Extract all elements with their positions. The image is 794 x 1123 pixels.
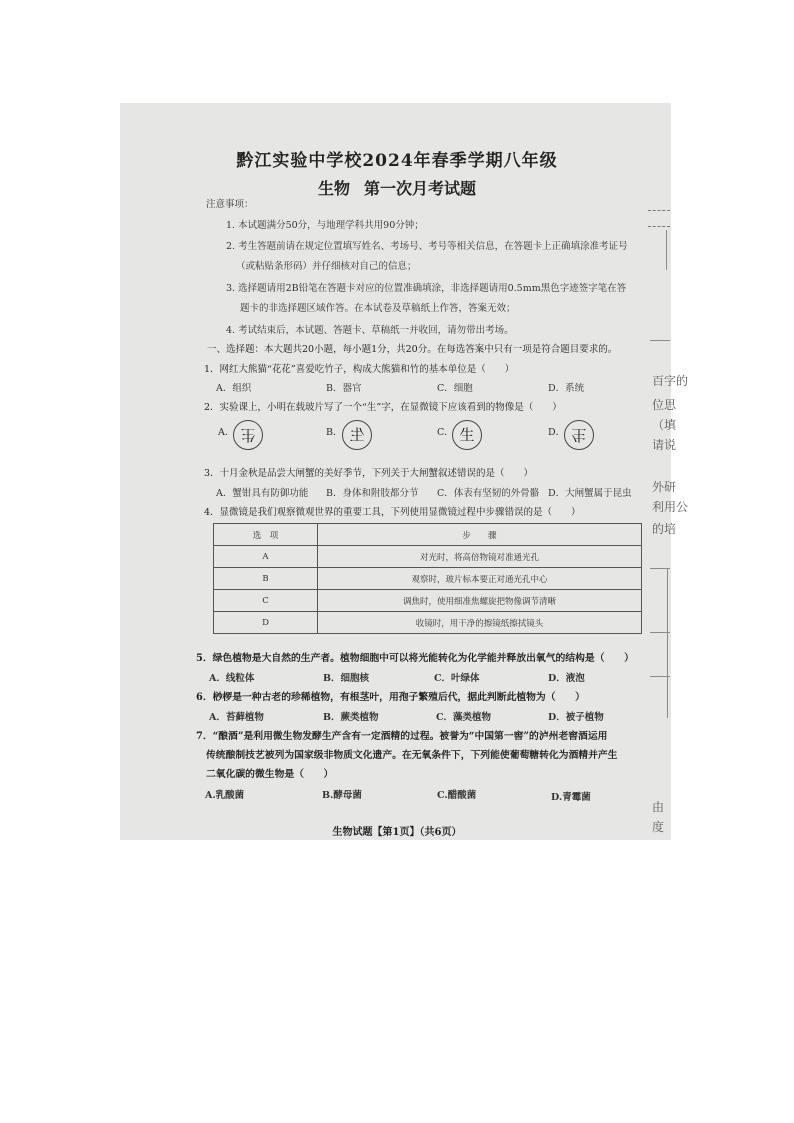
edge-text: 百字的 [652,374,689,388]
table-header-row [214,524,642,546]
note-item: 2. 考生答题前请在规定位置填写姓名、考场号、考号等相关信息，在答题卡上正确填涂准考证号 [226,241,628,252]
edge-text: 利用公 [652,500,689,514]
dashed-line [648,210,670,211]
option: A.乳酸菌 [205,790,245,801]
question-1: 1．网红大熊猫“花花”喜爱吃竹子，构成大熊猫和竹的基本单位是（ ） [204,364,515,375]
option-label: C． [437,427,454,438]
option: D．被子植物 [548,712,604,723]
character-circle: 生 [452,420,482,450]
table-cell: 调焦时，使用细准焦螺旋把物像调节清晰 [318,590,642,612]
option: D．大闸蟹属于昆虫 [548,488,632,499]
option: C．细胞 [437,383,473,394]
option-label: B． [326,427,343,438]
note-item: （或粘贴条形码）并仔细核对自己的信息； [236,261,417,272]
option: B.酵母菌 [322,790,362,801]
option: B．身体和附肢都分节 [326,488,419,499]
question-7-line: 传统酿制技艺被列为国家级非物质文化遗产。在无氧条件下，下列能使葡萄糖转化为酒精并产生 [206,750,618,761]
note-item: 3. 选择题请用2B铅笔在答题卡对应的位置准确填涂，非选择题请用0.5mm黑色字迹签字笔在答 [226,283,627,294]
table-row [214,612,642,634]
edge-text: 由 [652,800,665,814]
section-heading: 一、选择题：本大题共20小题，每小题1分，共20分。在每选答案中只有一项是符合题目要求的。 [207,344,618,355]
mirrored-character-circle: 生 [564,420,594,450]
page-footer: 生物试题【第1页】（共6页） [332,827,462,838]
edge-border [650,340,670,341]
option: A．组织 [216,383,252,394]
option: A．苔藓植物 [209,712,264,723]
exam-title: 黔江实验中学校2024年春季学期八年级 [236,151,558,171]
question-5: 5．绿色植物是大自然的生产者。植物细胞中可以将光能转化为化学能并释放出氧气的结构是（ ） [196,653,634,664]
option: C．叶绿体 [434,673,480,684]
edge-text: 外研 [652,480,677,494]
table-cell: 观察时，玻片标本要正对通光孔中心 [318,568,642,590]
edge-border [667,568,668,718]
option: D．液泡 [548,673,585,684]
note-item: 1. 本试题满分50分，与地理学科共用90分钟； [226,220,424,231]
table-header: 选 项 [214,524,318,546]
edge-text: 请说 [652,438,677,452]
microscope-steps-table [213,523,642,634]
exam-subtitle [0,176,794,199]
table-cell: 对光时，将高倍物镜对准通光孔 [318,546,642,568]
option: B．器官 [326,383,362,394]
option: C．藻类植物 [436,712,492,723]
question-6: 6．桫椤是一种古老的珍稀植物，有根茎叶，用孢子繁殖后代，据此判断此植物为（ ） [196,692,585,703]
question-7-line: 二氧化碳的微生物是（ ） [206,769,334,780]
table-cell: A [214,546,318,568]
table-header: 步 骤 [318,524,642,546]
exam-name: 第一次月考试题 [364,179,477,198]
notes-heading: 注意事项： [206,199,254,210]
table-cell: C [214,590,318,612]
option: A．线粒体 [209,673,255,684]
option: B．细胞核 [323,673,370,684]
edge-border [666,230,667,270]
option: A．蟹钳具有防御功能 [216,488,309,499]
option: D.青霉菌 [551,792,591,803]
option: D．系统 [548,383,585,394]
note-item: 4. 考试结束后，本试题、答题卡、草稿纸一并收回，请勿带出考场。 [226,325,514,336]
option-label: D． [548,427,566,438]
edge-text: 位思 [652,398,677,412]
dashed-line [648,226,670,227]
option: B．蕨类植物 [323,712,379,723]
question-7: 7．“酿酒”是利用微生物发酵生产含有一定酒精的过程。被誉为“中国第一窖”的泸州老窖酒运用 [196,731,608,742]
mirrored-character-circle: 生 [342,420,372,450]
mirrored-character-circle: 生 [233,420,263,450]
table-cell: D [214,612,318,634]
option: C.醋酸菌 [437,790,477,801]
table-cell: 收镜时，用干净的擦镜纸擦拭镜头 [318,612,642,634]
table-row [214,568,642,590]
question-3: 3．十月金秋是品尝大闸蟹的美好季节，下列关于大闸蟹叙述错误的是（ ） [204,468,534,479]
question-4: 4．显微镜是我们观察微观世界的重要工具，下列使用显微镜过程中步骤错误的是（ ） [204,507,581,518]
edge-text: 度 [652,820,665,834]
subject-label: 生物 [317,179,350,198]
table-row [214,590,642,612]
note-item: 题卡的非选择题区域作答。在本试卷及草稿纸上作答，答案无效； [240,303,516,314]
option-label: A． [218,427,235,438]
table-cell: B [214,568,318,590]
edge-text: 的培 [652,522,677,536]
edge-text: （填 [652,418,677,432]
question-2: 2．实验课上，小明在载玻片写了一个“生”字，在显微镜下应该看到的物像是（ ） [204,402,562,413]
option: C．体表有坚韧的外骨骼 [437,488,540,499]
table-row [214,546,642,568]
